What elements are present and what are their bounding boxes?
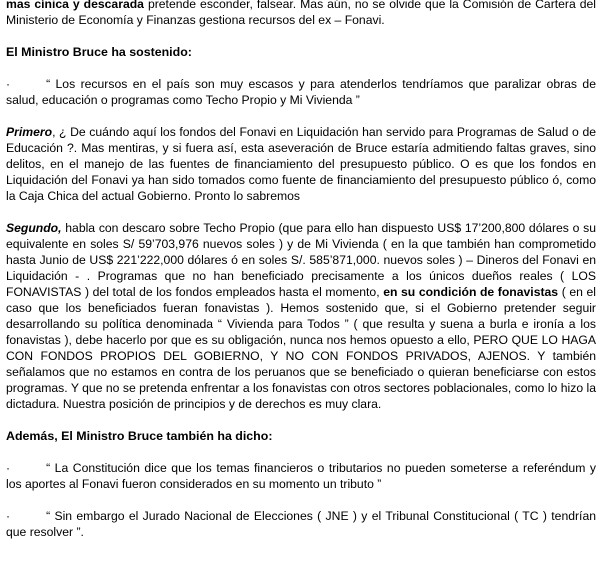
bullet-icon: · <box>6 77 11 91</box>
quote-jne <box>6 508 596 540</box>
primero-label: Primero <box>6 125 53 139</box>
segundo-text-2: ( en el caso que los beneficiados fueran fonavistas ). Hemos sostenido que, si el Gobierno pretender seguir desarrollando su política denominada “ Vivienda para Todos ” ( que resulta y suena a burla e ironía a los fonavistas ), debe hacerlo por que es su obligación, nunca nos hemos opuesto a ello, PERO QUE LO HAGA CON FONDOS PROPIOS DEL GOBIERNO, Y NO CON FONDOS PRIVADOS, AJENOS. Y también señalamos que no estamos en contra de los peruanos que se beneficiado o quieran beneficiarse con estos programas. Y que no se pretenda enfrentar a los fonavistas con otros sectores poblacionales, como lo hizo la dictadura. Nuestra posición de principios y de derechos es muy clara. <box>6 285 596 411</box>
segundo-label: Segundo, <box>6 221 62 235</box>
document-body <box>6 0 596 540</box>
bullet-icon: · <box>6 509 11 523</box>
heading-bruce-dicho: Además, El Ministro Bruce también ha dicho: <box>6 429 273 443</box>
intro-bold-text: mas cínica y descarada <box>6 0 144 11</box>
bullet-icon: · <box>6 461 11 475</box>
intro-text: pretende esconder, falsear. Mas aún, no se olvide que la Comisión de Cartera del Ministerio de Economía y Finanzas gestiona recursos del ex – Fonavi. <box>6 0 596 27</box>
segundo-bold-text: en su condición de fonavistas <box>383 285 559 299</box>
quote-jne-text: “ Sin embargo el Jurado Nacional de Elecciones ( JNE ) y el Tribunal Constitucional ( TC ) tendrían que resolver ”. <box>6 509 596 539</box>
quote-constitucion <box>6 460 596 492</box>
heading-bruce-sostenido: El Ministro Bruce ha sostenido: <box>6 45 192 59</box>
segundo-text-1: habla con descaro sobre Techo Propio (que para ello han dispuesto US$ 17’200,800 dólares o su equivalente en soles S/ 59’703,976 nuevos soles ) y de Mi Vivienda ( en la que también han comprometido hasta Junio de US$ 221’222,000 dólares ó en soles S/. 585’871,000. nuevos soles ) – Dineros del Fonavi en Liquidación - . Programas que no han beneficiado precisamente a los únicos dueños reales ( LOS FONAVISTAS ) del total de los fondos empleados hasta el momento, <box>6 221 596 299</box>
quote-recursos-text: “ Los recursos en el país son muy escasos y para atenderlos tendríamos que paralizar obras de salud, educación o programas como Techo Propio y Mi Vivienda ” <box>6 77 596 107</box>
primero-text: , ¿ De cuándo aquí los fondos del Fonavi en Liquidación han servido para Programas de Salud o de Educación ?. Mas mentiras, y si fuera así, esta aseveración de Bruce estaría admitiendo faltas graves, sino delitos, en el manejo de las fuentes de financiamiento del presupuesto público. O es que los fondos en Liquidación del Fonavi ya han sido tomados como fuente de financiamiento del presupuesto público ó, como la Caja Chica del actual Gobierno. Pronto lo sabremos <box>6 125 596 203</box>
quote-constitucion-text: “ La Constitución dice que los temas financieros o tributarios no pueden someterse a referéndum y los aportes al Fonavi fueron considerados en su momento un tributo ” <box>6 461 596 491</box>
paragraph-intro <box>6 0 596 28</box>
paragraph-segundo <box>6 220 596 412</box>
quote-recursos <box>6 76 596 108</box>
paragraph-primero <box>6 124 596 204</box>
